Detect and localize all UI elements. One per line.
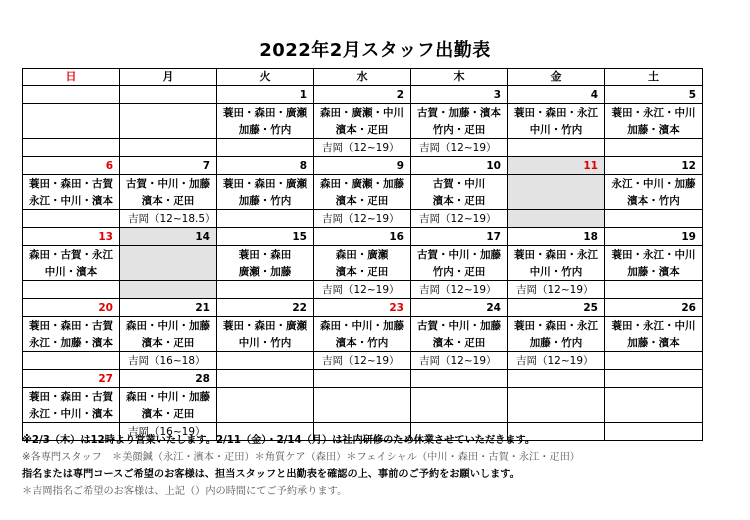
staff-names: 加藤・濱本 xyxy=(605,121,703,139)
staff-names: 蓑田・森田・廣瀬 xyxy=(217,104,314,122)
staff-names xyxy=(120,263,217,281)
staff-names xyxy=(508,388,605,406)
day-number: 9 xyxy=(314,157,411,175)
staff-names xyxy=(508,175,605,193)
staff-names: 加藤・竹内 xyxy=(217,121,314,139)
day-number: 6 xyxy=(23,157,120,175)
day-number: 4 xyxy=(508,86,605,104)
staff-names: 蓑田・永江・中川 xyxy=(605,317,703,335)
day-number: 23 xyxy=(314,299,411,317)
day-number: 3 xyxy=(411,86,508,104)
staff-names: 濱本・疋田 xyxy=(120,405,217,423)
staff-names: 加藤・竹内 xyxy=(217,192,314,210)
staff-names: 森田・中川・加藤 xyxy=(314,317,411,335)
week-line1-row xyxy=(23,388,703,406)
staff-names: 中川・濱本 xyxy=(23,263,120,281)
yoshioka-hours xyxy=(120,281,217,299)
staff-names: 蓑田・森田・永江 xyxy=(508,104,605,122)
day-number: 5 xyxy=(605,86,703,104)
week-line2-row xyxy=(23,192,703,210)
staff-names: 古賀・加藤・濱本 xyxy=(411,104,508,122)
note-reservation: 指名または専門コースご希望のお客様は、担当スタッフと出勤表を確認の上、事前のご予約をお願いします。 xyxy=(22,469,520,480)
staff-names: 永江・加藤・濱本 xyxy=(23,334,120,352)
yoshioka-hours: 吉岡（12~19） xyxy=(314,352,411,370)
week-day-row xyxy=(23,370,703,388)
yoshioka-hours: 吉岡（12~18.5） xyxy=(120,210,217,228)
staff-names: 森田・古賀・永江 xyxy=(23,246,120,264)
day-number: 15 xyxy=(217,228,314,246)
staff-names: 中川・竹内 xyxy=(508,121,605,139)
day-number xyxy=(217,370,314,388)
staff-names: 蓑田・森田・永江 xyxy=(508,317,605,335)
yoshioka-hours: 吉岡（12~19） xyxy=(508,281,605,299)
week-line3-row xyxy=(23,352,703,370)
day-number: 7 xyxy=(120,157,217,175)
week-line1-row xyxy=(23,175,703,193)
weekday-fri: 金 xyxy=(508,69,605,86)
staff-names xyxy=(314,388,411,406)
day-number: 18 xyxy=(508,228,605,246)
day-number: 25 xyxy=(508,299,605,317)
day-number: 13 xyxy=(23,228,120,246)
yoshioka-hours xyxy=(23,210,120,228)
day-number: 22 xyxy=(217,299,314,317)
page-title: 2022年2月スタッフ出勤表 xyxy=(259,40,491,61)
staff-names xyxy=(120,104,217,122)
yoshioka-hours: 吉岡（12~19） xyxy=(508,352,605,370)
note-specialists: ※各専門スタッフ ＊美顔鍼（永江・濱本・疋田）＊角質ケア（森田）＊フェイシャル（中川・森田・古賀・永江・疋田） xyxy=(22,452,580,463)
staff-names: 濱本・疋田 xyxy=(120,334,217,352)
day-number xyxy=(605,370,703,388)
yoshioka-hours: 吉岡（12~19） xyxy=(314,281,411,299)
week-line2-row xyxy=(23,121,703,139)
staff-names: 竹内・疋田 xyxy=(411,121,508,139)
week-line1-row xyxy=(23,317,703,335)
day-number: 16 xyxy=(314,228,411,246)
note-yoshioka: ＊吉岡指名ご希望のお客様は、上記（）内の時間にてご予約承ります。 xyxy=(22,486,348,497)
staff-names: 濱本・疋田 xyxy=(411,192,508,210)
yoshioka-hours: 吉岡（12~19） xyxy=(314,210,411,228)
day-number: 27 xyxy=(23,370,120,388)
staff-names: 森田・中川・加藤 xyxy=(120,317,217,335)
day-number: 12 xyxy=(605,157,703,175)
staff-names: 古賀・中川・加藤 xyxy=(411,246,508,264)
staff-names: 蓑田・森田・古賀 xyxy=(23,317,120,335)
week-line3-row xyxy=(23,281,703,299)
week-line1-row xyxy=(23,104,703,122)
day-number: 14 xyxy=(120,228,217,246)
week-day-row xyxy=(23,299,703,317)
staff-names: 廣瀬・加藤 xyxy=(217,263,314,281)
week-line2-row xyxy=(23,405,703,423)
weekday-header-row xyxy=(23,69,703,86)
staff-names: 蓑田・森田・廣瀬 xyxy=(217,175,314,193)
yoshioka-hours: 吉岡（12~19） xyxy=(411,352,508,370)
yoshioka-hours: 吉岡（12~19） xyxy=(411,210,508,228)
staff-names: 蓑田・森田 xyxy=(217,246,314,264)
day-number xyxy=(23,86,120,104)
weekday-tue: 火 xyxy=(217,69,314,86)
week-day-row xyxy=(23,157,703,175)
staff-names xyxy=(120,121,217,139)
day-number xyxy=(411,370,508,388)
staff-names: 加藤・濱本 xyxy=(605,263,703,281)
staff-names: 加藤・濱本 xyxy=(605,334,703,352)
yoshioka-hours: 吉岡（12~19） xyxy=(314,139,411,157)
yoshioka-hours: 吉岡（12~19） xyxy=(411,139,508,157)
staff-names: 濱本・疋田 xyxy=(120,192,217,210)
staff-names: 中川・竹内 xyxy=(217,334,314,352)
day-number: 24 xyxy=(411,299,508,317)
yoshioka-hours xyxy=(605,281,703,299)
weekday-thu: 木 xyxy=(411,69,508,86)
yoshioka-hours xyxy=(217,281,314,299)
week-line2-row xyxy=(23,334,703,352)
staff-names: 竹内・疋田 xyxy=(411,263,508,281)
staff-names: 古賀・中川 xyxy=(411,175,508,193)
weekday-sun: 日 xyxy=(23,69,120,86)
staff-names: 永江・中川・濱本 xyxy=(23,192,120,210)
staff-names: 蓑田・森田・古賀 xyxy=(23,388,120,406)
staff-names xyxy=(23,121,120,139)
staff-names xyxy=(508,405,605,423)
staff-names: 森田・廣瀬・中川 xyxy=(314,104,411,122)
staff-names: 古賀・中川・加藤 xyxy=(120,175,217,193)
yoshioka-hours xyxy=(217,139,314,157)
staff-names: 濱本・竹内 xyxy=(314,334,411,352)
yoshioka-hours: 吉岡（16~19） xyxy=(120,423,217,441)
staff-names xyxy=(217,405,314,423)
day-number: 28 xyxy=(120,370,217,388)
weekday-wed: 水 xyxy=(314,69,411,86)
note-closure: ※2/3（木）は12時より営業いたします。2/11（金）・2/14（月）は社内研修のため休業させていただきます。 xyxy=(22,435,536,446)
day-number xyxy=(120,86,217,104)
week-line3-row xyxy=(23,210,703,228)
staff-names: 蓑田・森田・古賀 xyxy=(23,175,120,193)
staff-names: 蓑田・森田・永江 xyxy=(508,246,605,264)
yoshioka-hours xyxy=(23,139,120,157)
yoshioka-hours xyxy=(605,352,703,370)
day-number xyxy=(314,370,411,388)
week-line2-row xyxy=(23,263,703,281)
staff-names xyxy=(411,388,508,406)
yoshioka-hours xyxy=(508,210,605,228)
yoshioka-hours: 吉岡（16~18） xyxy=(120,352,217,370)
week-line1-row xyxy=(23,246,703,264)
yoshioka-hours xyxy=(605,210,703,228)
day-number xyxy=(508,370,605,388)
yoshioka-hours xyxy=(605,139,703,157)
week-day-row xyxy=(23,228,703,246)
staff-names: 濱本・疋田 xyxy=(314,192,411,210)
schedule-calendar xyxy=(22,68,703,441)
yoshioka-hours xyxy=(508,139,605,157)
week-line3-row xyxy=(23,139,703,157)
staff-names: 濱本・疋田 xyxy=(314,263,411,281)
staff-names: 森田・廣瀬 xyxy=(314,246,411,264)
yoshioka-hours: 吉岡（12~19） xyxy=(411,281,508,299)
staff-names: 濱本・疋田 xyxy=(314,121,411,139)
staff-names: 永江・中川・濱本 xyxy=(23,405,120,423)
staff-names: 蓑田・永江・中川 xyxy=(605,104,703,122)
staff-names xyxy=(411,405,508,423)
weekday-sat: 土 xyxy=(605,69,703,86)
staff-names: 加藤・竹内 xyxy=(508,334,605,352)
staff-names xyxy=(23,104,120,122)
weekday-mon: 月 xyxy=(120,69,217,86)
day-number: 8 xyxy=(217,157,314,175)
yoshioka-hours xyxy=(23,281,120,299)
staff-names xyxy=(508,192,605,210)
yoshioka-hours xyxy=(217,352,314,370)
staff-names: 永江・中川・加藤 xyxy=(605,175,703,193)
day-number: 10 xyxy=(411,157,508,175)
day-number: 2 xyxy=(314,86,411,104)
day-number: 1 xyxy=(217,86,314,104)
day-number: 20 xyxy=(23,299,120,317)
week-day-row xyxy=(23,86,703,104)
staff-names xyxy=(314,405,411,423)
staff-names: 古賀・中川・加藤 xyxy=(411,317,508,335)
staff-names: 濱本・竹内 xyxy=(605,192,703,210)
notes xyxy=(22,432,742,500)
day-number: 19 xyxy=(605,228,703,246)
staff-names xyxy=(605,388,703,406)
yoshioka-hours xyxy=(23,352,120,370)
staff-names xyxy=(120,246,217,264)
staff-names: 森田・廣瀬・加藤 xyxy=(314,175,411,193)
staff-names: 森田・中川・加藤 xyxy=(120,388,217,406)
staff-names: 蓑田・永江・中川 xyxy=(605,246,703,264)
staff-names xyxy=(605,405,703,423)
staff-names: 中川・竹内 xyxy=(508,263,605,281)
day-number: 11 xyxy=(508,157,605,175)
day-number: 26 xyxy=(605,299,703,317)
staff-names: 濱本・疋田 xyxy=(411,334,508,352)
yoshioka-hours xyxy=(120,139,217,157)
yoshioka-hours xyxy=(217,210,314,228)
staff-names: 蓑田・森田・廣瀬 xyxy=(217,317,314,335)
staff-names xyxy=(217,388,314,406)
day-number: 17 xyxy=(411,228,508,246)
day-number: 21 xyxy=(120,299,217,317)
